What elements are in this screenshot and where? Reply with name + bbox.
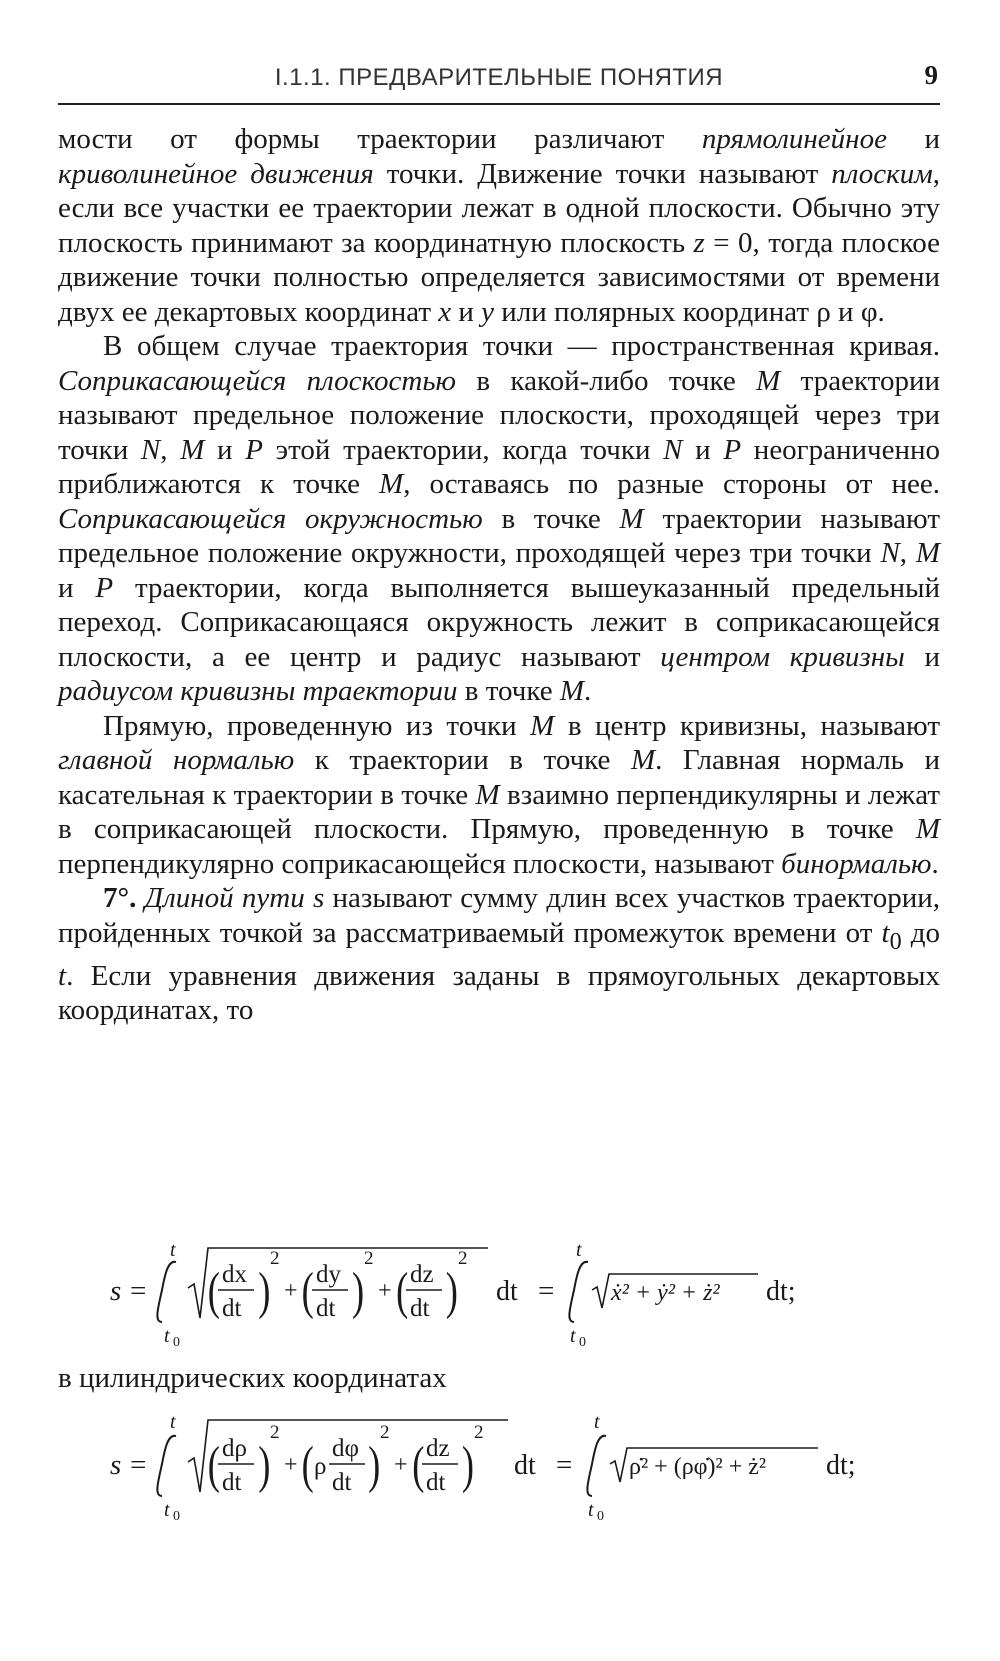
svg-text:=: = xyxy=(556,1449,573,1481)
svg-text:=: = xyxy=(130,1275,147,1307)
paragraph-1: мости от формы траектории различают прямолинейное и криволинейное движения точки. Движение точки называют плоским, если все участки ее траектории лежат в одной плоскости. Обычно эту плоскость принимают за координатную плоскость z = 0, тогда плоское движение точки полностью определяется зависимостями от времени двух ее декартовых координат x и y или полярных координат ρ и φ. xyxy=(58,123,941,328)
header-rule xyxy=(58,103,940,105)
svg-text:+: + xyxy=(284,1452,298,1478)
svg-text:(: ( xyxy=(301,1261,314,1320)
cylindrical-intro: в цилиндрических координатах xyxy=(58,1362,447,1394)
svg-text:dx: dx xyxy=(222,1261,247,1288)
svg-text:(: ( xyxy=(412,1435,425,1494)
svg-text:(: ( xyxy=(396,1261,409,1320)
svg-text:2: 2 xyxy=(270,1248,280,1269)
svg-text:t: t xyxy=(576,1239,582,1261)
svg-text:+: + xyxy=(284,1278,298,1304)
svg-text:ẋ² + ẏ² + ż²: ẋ² + ẏ² + ż² xyxy=(611,1280,720,1306)
paragraph-2: В общем случае траектория точки — пространственная кривая. Соприкасающейся плоскостью в какой-либо точке M траектории называют предельное положение плоскости, проходящей через три точки N, M и P этой траектории, когда точки N и P неограниченно приближаются к точке M, оставаясь по разные стороны от нее. Соприкасающейся окружностью в точке M траектории называют предельное положение окружности, проходящей через три точки N, M и P траектории, когда выполняется вышеуказанный предельный переход. Соприкасающаяся окружность лежит в соприкасающейся плоскости, а ее центр и радиус называют центром кривизны и радиусом кривизны траектории в точке M. xyxy=(58,330,940,707)
svg-text:t: t xyxy=(588,1499,594,1521)
svg-text:+: + xyxy=(394,1452,408,1478)
svg-text:dt: dt xyxy=(332,1469,352,1496)
page-number: 9 xyxy=(924,60,938,90)
svg-text:2: 2 xyxy=(458,1248,468,1269)
svg-text:(: ( xyxy=(207,1261,220,1320)
paragraph-3: Прямую, проведенную из точки M в центр кривизны, называют главной нормалью к траектории в точке M. Главная нормаль и касательная к траектории в точке M взаимно перпендикулярны и лежат в соприкасающей плоскости. Прямую, проведенную в точке M перпендикулярно соприкасающейся плоскости, называют бинормалью. xyxy=(58,709,940,880)
svg-text:dρ: dρ xyxy=(222,1435,247,1462)
svg-text:2: 2 xyxy=(270,1422,280,1443)
svg-text:): ) xyxy=(258,1435,271,1494)
svg-text:t: t xyxy=(570,1325,576,1347)
svg-text:ρ: ρ xyxy=(314,1453,327,1480)
section-title: I.1.1. ПРЕДВАРИТЕЛЬНЫЕ ПОНЯТИЯ xyxy=(274,64,724,91)
svg-text:0: 0 xyxy=(173,1335,180,1348)
svg-text:t: t xyxy=(170,1411,176,1433)
running-head xyxy=(58,60,940,94)
svg-text:): ) xyxy=(258,1261,271,1320)
svg-text:=: = xyxy=(130,1449,147,1481)
formula-cartesian xyxy=(58,1238,940,1348)
svg-text:+: + xyxy=(378,1278,392,1304)
svg-text:): ) xyxy=(368,1435,381,1494)
svg-text:dt;: dt; xyxy=(766,1276,796,1307)
svg-text:s: s xyxy=(110,1449,122,1481)
svg-text:t: t xyxy=(164,1325,170,1347)
svg-text:dy: dy xyxy=(316,1261,341,1288)
svg-text:dt: dt xyxy=(496,1276,518,1307)
svg-text:dt: dt xyxy=(426,1469,446,1496)
svg-text:0: 0 xyxy=(579,1335,586,1348)
svg-text:dz: dz xyxy=(410,1261,434,1288)
item-number: 7°. xyxy=(103,882,137,914)
formula-cylindrical xyxy=(58,1408,940,1528)
svg-text:dt: dt xyxy=(514,1450,536,1481)
svg-text:s: s xyxy=(110,1275,122,1307)
svg-text:dz: dz xyxy=(426,1435,450,1462)
svg-text:(: ( xyxy=(301,1435,314,1494)
svg-text:ρ̇² + (ρφ̇)² + ż²: ρ̇² + (ρφ̇)² + ż² xyxy=(629,1454,767,1480)
svg-text:t: t xyxy=(594,1411,600,1433)
svg-text:2: 2 xyxy=(474,1422,484,1443)
svg-text:=: = xyxy=(538,1275,555,1307)
svg-text:dt: dt xyxy=(222,1295,242,1322)
svg-text:dt;: dt; xyxy=(826,1450,856,1481)
body-text xyxy=(58,122,940,1028)
svg-text:dφ: dφ xyxy=(332,1435,359,1462)
svg-text:(: ( xyxy=(207,1435,220,1494)
svg-text:): ) xyxy=(445,1261,458,1320)
paragraph-4: 7°. Длиной пути s называют сумму длин всех участков траектории, пройденных точкой за рассматриваемый промежуток времени от $t_0$ до t. Если уравнения движения заданы в прямоугольных декартовых координатах, то xyxy=(58,882,940,1027)
svg-text:2: 2 xyxy=(364,1248,374,1269)
svg-text:dt: dt xyxy=(316,1295,336,1322)
svg-text:dt: dt xyxy=(222,1469,242,1496)
svg-text:0: 0 xyxy=(173,1509,180,1524)
svg-text:0: 0 xyxy=(597,1509,604,1524)
svg-text:): ) xyxy=(352,1261,365,1320)
svg-text:t: t xyxy=(164,1499,170,1521)
svg-text:t: t xyxy=(170,1239,176,1261)
svg-text:): ) xyxy=(461,1435,475,1494)
svg-text:2: 2 xyxy=(380,1422,390,1443)
svg-text:dt: dt xyxy=(410,1295,430,1322)
